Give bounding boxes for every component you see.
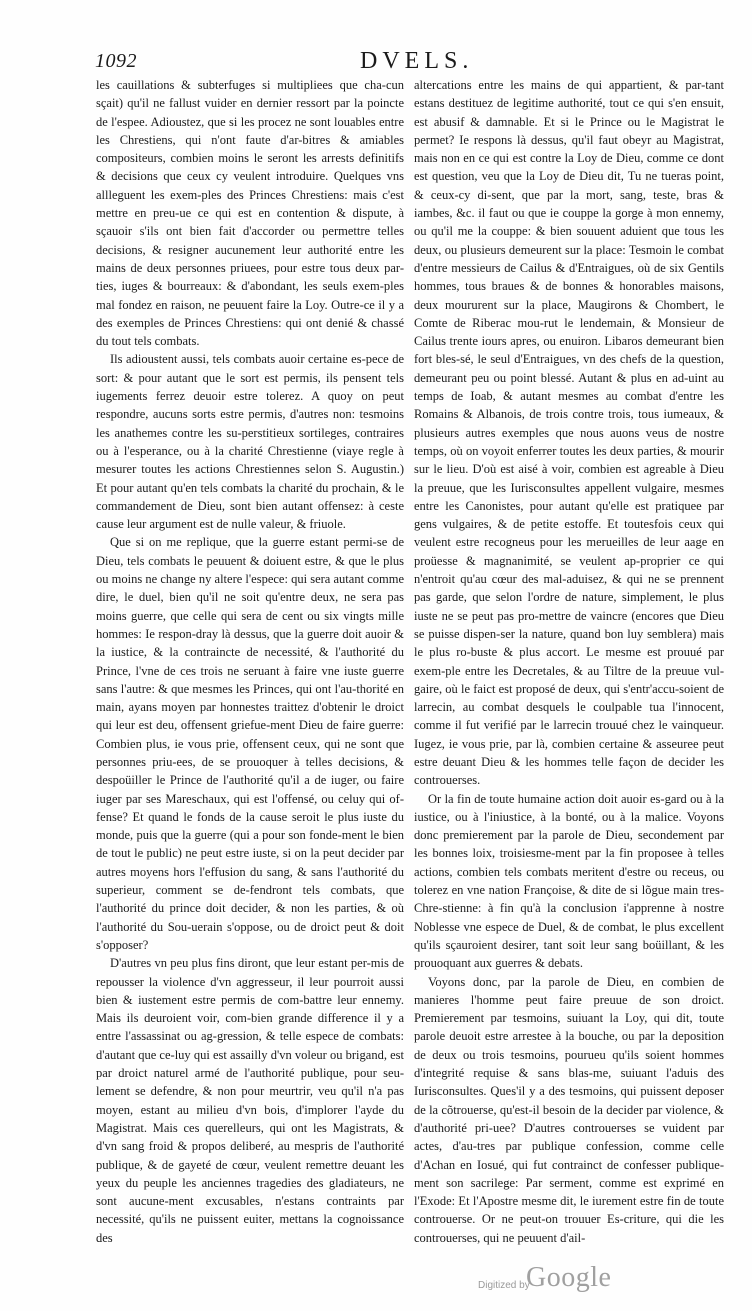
paragraph: Or la fin de toute humaine action doit auoir es-gard ou à la iustice, ou à l'iniustice, à la bonté, ou à la malice. Voyons donc premierement par la parole de Dieu, secondement par les bonnes loix, troisiesme-ment par la fin proposee à telles actions, combien tels combats meritent d'estre ou receus, ou tolerez en vne nation Françoise, & dite de si lõgue main tres-Chre-stienne: à fin qu'à la conclusion i'apprenne à nostre Noblesse vne espece de Duel, & de combat, le plus excellent qu'ils sçauroient desirer, tant soit leur sang boüillant, & les prouoquant aux guerres & debats. bbox=[414, 791, 724, 971]
digitized-watermark bbox=[478, 1262, 678, 1302]
page-header bbox=[95, 48, 725, 78]
paragraph: Que si on me replique, que la guerre estant permi-se de Dieu, tels combats le peuuent & doiuent estre, & que le plus ou moins ne change ny altere l'espece: qui sera autant comme dire, le duel, bien qu'il ne soit qu'entre deux, ne sera pas moins guerre, que celle qui sera de cent ou six vingts mille hommes: Ie respon-dray là dessus, que la guerre doit auoir & la iustice, & la contraincte de necessité, & l'authorité du Prince, l'vne de ces trois ne seruant à faire vne iuste guerre sans l'autre: & que mesmes les Princes, qui ont l'au-thorité en main, ayans moyen par honnestes traittez d'obtenir le droict qui leur est deu, offensent griefue-ment Dieu de faire guerre: Combien plus, ie vous prie, offensent ceux, qui ne sont que personnes priu-ees, de se prouoquer à telles decisions, & despoüiller le Prince de l'authorité qu'il a de iuger, ou faire iuger par ses Mareschaux, qui est l'offensé, ou celuy qui of-fense? Et quand le fonds de la cause seroit le plus iuste du monde, puis que la guerre (qui a pour son fonde-ment le bien de tout le public) ne peut estre iuste, si on la peut decider par autres moyens hors l'effusion du sang, & sans l'authorité du superieur, comment se de-fendront tels combats, que l'authorité du prince doit decider, & non les parties, & où l'authorité du Sou-uerain s'oppose, ou de droict peut & doit s'opposer? bbox=[96, 535, 404, 952]
paragraph: Ils adioustent aussi, tels combats auoir certaine es-pece de sort: & pour autant que le sort est permis, ils pensent tels iugements ferrez deuoir estre tolerez. A quoy on peut respondre, aucuns sorts estre permis, d'autres non: tesmoins les anathemes contre les su-perstitieux sortileges, contraires ou à l'esperance, ou à la charité Chrestienne (viaye regle à mesurer toutes les actions Chrestiennes selon S. Augustin.) Et pour autant qu'en tels combats la charité du prochain, & le commandement de Dieu, sont bien autant offensez: à ceste cause leur argument est de nulle valeur, & friuole. bbox=[96, 352, 404, 532]
right-column bbox=[414, 76, 724, 1247]
google-logo: Google bbox=[526, 1262, 612, 1293]
paragraph: Voyons donc, par la parole de Dieu, en combien de manieres l'homme peut faire preuue de son droict. Premierement par tesmoins, suiuant la Loy, qui dit, toute parole deuoit estre arrestee à la bouche, ou par la deposition de deux ou trois tesmoins, pourueu qu'ils soient hommes d'integrité requise & sans blas-me, suiuant l'aduis des Iurisconsultes. Ques'il y a des tesmoins, qui puissent deposer de la cõtrouerse, qu'est-il besoin de la decider par violence, & d'authorité pri-uee? D'autres controuerses se vuident par actes, d'au-tres par publique confession, comme celle d'Achan en Iosué, qui fut contrainct de confesser publique-ment son sacrilege: Par serment, comme est exprimé en l'Exode: Et l'Apostre mesme dit, le iurement estre fin de toute controuerse. Or ne peut-on trouuer Es-criture, qui die les controuerses, qui ne peuuent d'ail- bbox=[414, 974, 724, 1245]
paragraph: altercations entre les mains de qui appartient, & par-tant estans destituez de legitime authorité, tout ce qui s'en ensuit, est abusif & damnable. Et si le Prince ou le Magistrat le permet? Ie respons là dessus, qu'il faut obeyr au Magistrat, mais non en ce qui est contre la Loy de Dieu, comme ce dont est question, veu que la Loy de Dieu dit, Tu ne tueras point, & ceux-cy di-sent, que par la mort, sang, teste, bras & iambes, &c. il faut ou que ie couppe la gorge à mon ennemy, ou qu'il me la couppe: & bien souuent aduient que tous les deux, ou plusieurs demeurent sur la place: Tesmoin le combat d'entre messieurs de Cailus & d'Entraigues, où de six Gentils hommes, tous braues & de bonnes & honorables maisons, deux moururent sur la place, Maugirons & Chombert, le Comte de Riberac mou-rut le lendemain, & Monsieur de Cailus trente iours apres, ou enuiron. Libaros demeurant bien fort bles-sé, le seul d'Entraigues, vn des chefs de la question, demeurant peu ou point blessé. Autant & plus en ad-uint au temps de Ioab, & autant mesmes au combat d'entre les Romains & Albanois, de trois contre trois, tous iumeaux, & plusieurs autres exemples que nous auons veus de nostre temps, où on voyoit enferrer toutes les deux parties, & mourir sur le lieu. D'où est aisé à voir, combien est agreable à Dieu la preuue, que les Iurisconsultes appellent vulgaire, mesmes entre les Canonistes, pour autant qu'elle est pratiquee par gens vulgaires, & de petite estoffe. Et toutesfois ceux qui veulent estre recogneus pour les merueilles de leur aage en proüesse & magnanimité, se veulent ap-proprier ce qui n'entroit qu'au cœur des mal-aduisez, & qui ne se prennent pas garde, que selon l'ordre de nature, simplement, le plus iuste ne se peut pas pro-mettre de vaincre (encores que Dieu se puisse dispen-ser la nature, quand bon luy semblera) mais le plus ro-buste & plus accort. Le mesme est prouué par exem-ple entre les Decretales, & au Tiltre de la preuue vul-gaire, où le faict est proposé de deux, qui s'entr'accu-soient de larrecin, au combat desquels le coulpable tua l'innocent, comme il fut verifié par le larrecin trouué chez le vainqueur. Iugez, ie vous prie, par là, combien certaine & asseuree peut estre deuant Dieu & les hommes telle façon de decider les controuerses. bbox=[414, 78, 724, 788]
running-head: DVELS. bbox=[360, 48, 474, 74]
paragraph: D'autres vn peu plus fins diront, que leur estant per-mis de repousser la violence d'vn aggresseur, il leur pourroit aussi bien & iustement estre permis de com-battre leur ennemy. Mais ils deuroient voir, com-bien grande difference il y a entre l'assassinat ou ag-gression, & telle espece de combats: d'autant que ce-luy qui est assailly d'vn voleur ou brigand, est par droict naturel armé de l'authorité publique, pour seu-lement se defendre, & non pour meurtrir, veu qu'il n'a pas moyen, estant au milieu d'vn bois, d'implorer l'ayde du Magistrat. Mais ces querelleurs, qui ont les Magistrats, & d'vn sang froid & propos deliberé, au mespris de l'authorité publique, & de gayeté de cœur, veulent remettre deuant les yeux du peuple les anciennes tragedies des gladiateurs, ne sont aucune-ment excusables, n'estans contraints par necessité, qu'ils ne puissent euiter, mettans la cognoissance des bbox=[96, 956, 404, 1245]
digitized-by-label: Digitized by bbox=[478, 1280, 530, 1291]
page-number: 1092 bbox=[95, 50, 137, 72]
paragraph: les cauillations & subterfuges si multipliees que cha-cun sçait) qu'il ne fallust vuider en dernier ressort par la poincte de l'espee. Adioustez, que si les procez ne sont louables entre les Chrestiens, qui n'ont faute d'ar-bitres & amiables compositeurs, combien moins le seront les arrests definitifs & decisions que ceux cy veulent introduire. Quelques vns allleguent les exem-ples des Princes Chrestiens: mais c'est mettre en preu-ue ce qui est en contention & dispute, à sçauoir s'ils ont bien fait d'accorder ou permettre telles decisions, & resigner aucunement leur authorité entre les mains de deux personnes priuees, pour estre tous deux par-ties, iuges & bourreaux: & d'abondant, les seuls exem-ples mal fondez en raison, ne peuuent faire la Loy. Outre-ce il y a des exemples de Princes Chrestiens: qui ont denié & chassé du tout tels combats. bbox=[96, 78, 404, 349]
left-column bbox=[96, 76, 404, 1247]
